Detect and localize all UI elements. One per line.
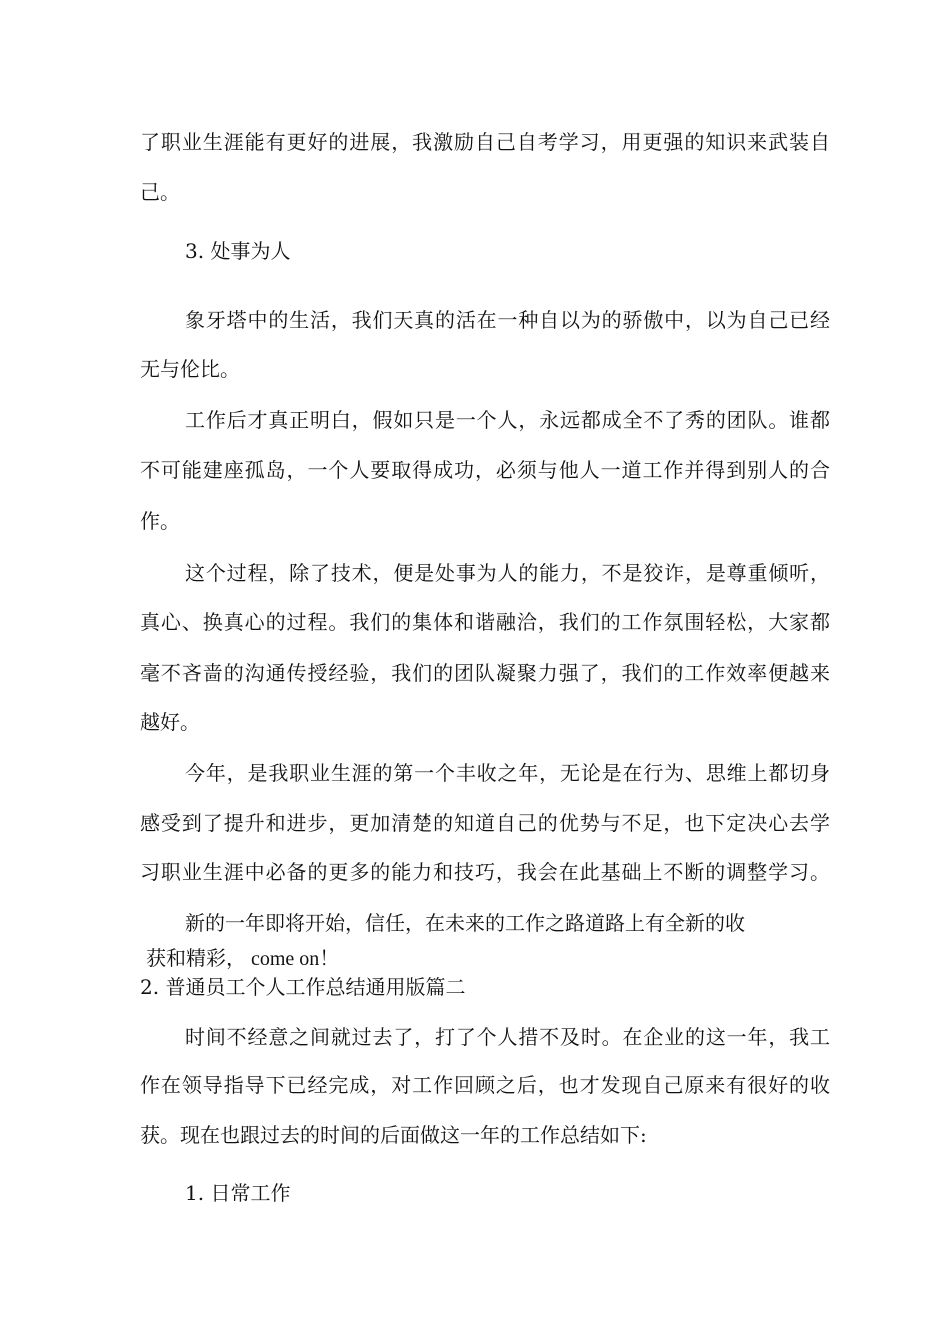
paragraph-line: 这个过程，除了技术，便是处事为人的能力，不是狡诈，是尊重倾听， (185, 561, 830, 585)
paragraph-line: 今年，是我职业生涯的第一个丰收之年，无论是在行为、思维上都切身 (185, 761, 830, 785)
paragraph-line: 获和精彩， come on！ (146, 948, 340, 970)
paragraph-line: 获。现在也跟过去的时间的后面做这一年的工作总结如下: (140, 1123, 647, 1147)
paragraph-line: 了职业生涯能有更好的进展，我激励自己自考学习，用更强的知识来武装自 (140, 130, 830, 154)
paragraph-line: 感受到了提升和进步，更加清楚的知道自己的优势与不足，也下定决心去学 (140, 811, 830, 835)
paragraph-line: 时间不经意之间就过去了，打了个人措不及时。在企业的这一年，我工 (185, 1025, 830, 1049)
paragraph-line: 新的一年即将开始，信任，在未来的工作之路道路上有全新的收 (185, 911, 745, 935)
section-heading: 3. 处事为人 (185, 239, 291, 263)
paragraph-line: 越好。 (140, 710, 200, 734)
paragraph-line: 作在领导指导下已经完成，对工作回顾之后，也才发现自己原来有很好的收 (140, 1073, 830, 1097)
paragraph-line: 作。 (140, 509, 180, 533)
paragraph-line: 象牙塔中的生活，我们天真的活在一种自以为的骄傲中，以为自己已经 (185, 308, 830, 332)
paragraph-line: 不可能建座孤岛，一个人要取得成功，必须与他人一道工作并得到别人的合 (140, 458, 830, 482)
section-heading: 2. 普通员工个人工作总结通用版篇二 (140, 975, 466, 999)
paragraph-line: 真心、换真心的过程。我们的集体和谐融洽，我们的工作氛围轻松，大家都 (140, 610, 830, 634)
paragraph-line: 毫不吝啬的沟通传授经验，我们的团队凝聚力强了，我们的工作效率便越来 (140, 661, 830, 685)
paragraph-line: 己。 (140, 180, 180, 204)
section-heading: 1. 日常工作 (185, 1181, 291, 1205)
paragraph-line: 习职业生涯中必备的更多的能力和技巧，我会在此基础上不断的调整学习。 (140, 860, 830, 884)
paragraph-line: 无与伦比。 (140, 357, 240, 381)
paragraph-line: 工作后才真正明白，假如只是一个人，永远都成全不了秀的团队。谁都 (185, 408, 830, 432)
